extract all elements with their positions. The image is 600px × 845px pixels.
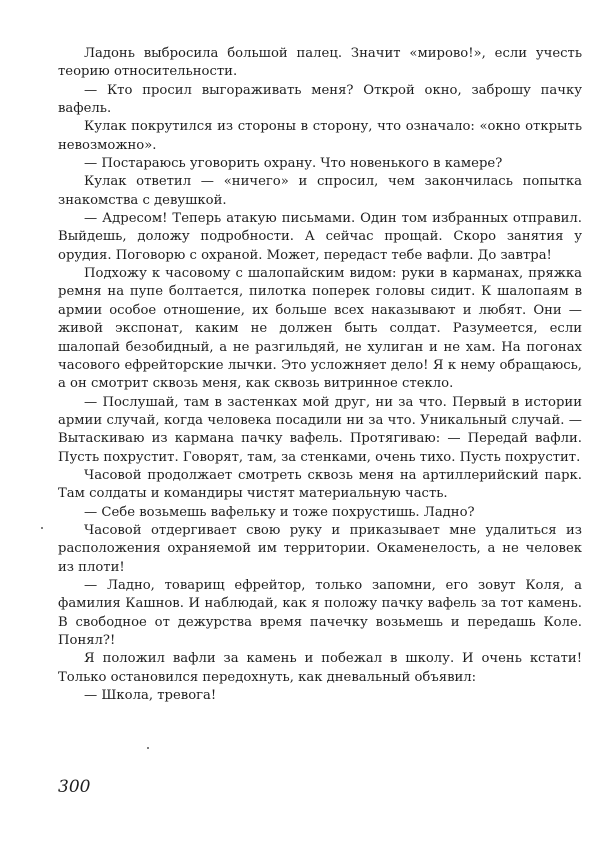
paragraph: Ладонь выбросила большой палец. Значит «мирово!», если учесть теорию относительности. [58,46,582,80]
scan-speck [41,527,43,529]
paragraph: Подхожу к часовому с шалопайским видом: руки в карманах, пряжка ремня на пупе болтается, пилотка поперек головы сидит. К шалопаям в армии особое отношение, их больше всех наказывают и любят. Они — живой экспонат, каким не должен быть солдат. Разумеется, если шалопай безобидный, а не разгильдяй, не хулиган и не хам. На погонах часового ефрейторские лычки. Это усложняет дело! Я к нему обращаюсь, а он смотрит сквозь меня, как сквозь витринное стекло. [58,266,582,392]
paragraph: Часовой продолжает смотреть сквозь меня на артиллерийский парк. Там солдаты и командиры чистят материальную часть. [58,467,582,502]
paragraph: — Себе возьмешь вафельку и тоже похрустишь. Ладно? [84,504,475,520]
paragraph: Часовой отдергивает свою руку и приказывает мне удалиться из расположения охраняемой им территории. Окаменелость, а не человек из плоти! [58,522,582,575]
scan-speck [147,747,149,749]
page-body-text [58,45,582,705]
paragraph: Я положил вафли за камень и побежал в школу. И очень кстати! Только остановился передохнуть, как дневальный объявил: [58,651,582,685]
paragraph: — Постараюсь уговорить охрану. Что новенького в камере? [84,156,503,172]
paragraph: Кулак покрутился из стороны в сторону, что означало: «окно открыть невозможно». [58,119,582,153]
paragraph: Кулак ответил — «ничего» и спросил, чем закончилась попытка знакомства с девушкой. [58,174,582,208]
paragraph: — Кто просил выгораживать меня? Открой окно, заброшу пачку вафель. [58,82,582,117]
paragraph: — Школа, тревога! [84,688,217,704]
page-number: 300 [58,777,91,797]
paragraph: — Послушай, там в застенках мой друг, ни за что. Первый в истории армии случай, когда человека посадили ни за что. Уникальный случай. — Вытаскиваю из кармана пачку вафель. Протягиваю: — Передай вафли. Пусть похрустит. Говорят, там, за стенками, очень тихо. Пусть похрустит. [58,394,582,465]
paragraph: — Ладно, товарищ ефрейтор, только запомни, его зовут Коля, а фамилия Кашнов. И наблюдай, как я положу пачку вафель за тот камень. В свободное от дежурства время пачечку возьмешь и передашь Коле. Понял?! [58,577,582,648]
paragraph: — Адресом! Теперь атакую письмами. Один том избранных отправил. Выйдешь, доложу подробности. А сейчас прощай. Скоро занятия у орудия. Поговорю с охраной. Может, передаст тебе вафли. До завтра! [58,211,582,263]
